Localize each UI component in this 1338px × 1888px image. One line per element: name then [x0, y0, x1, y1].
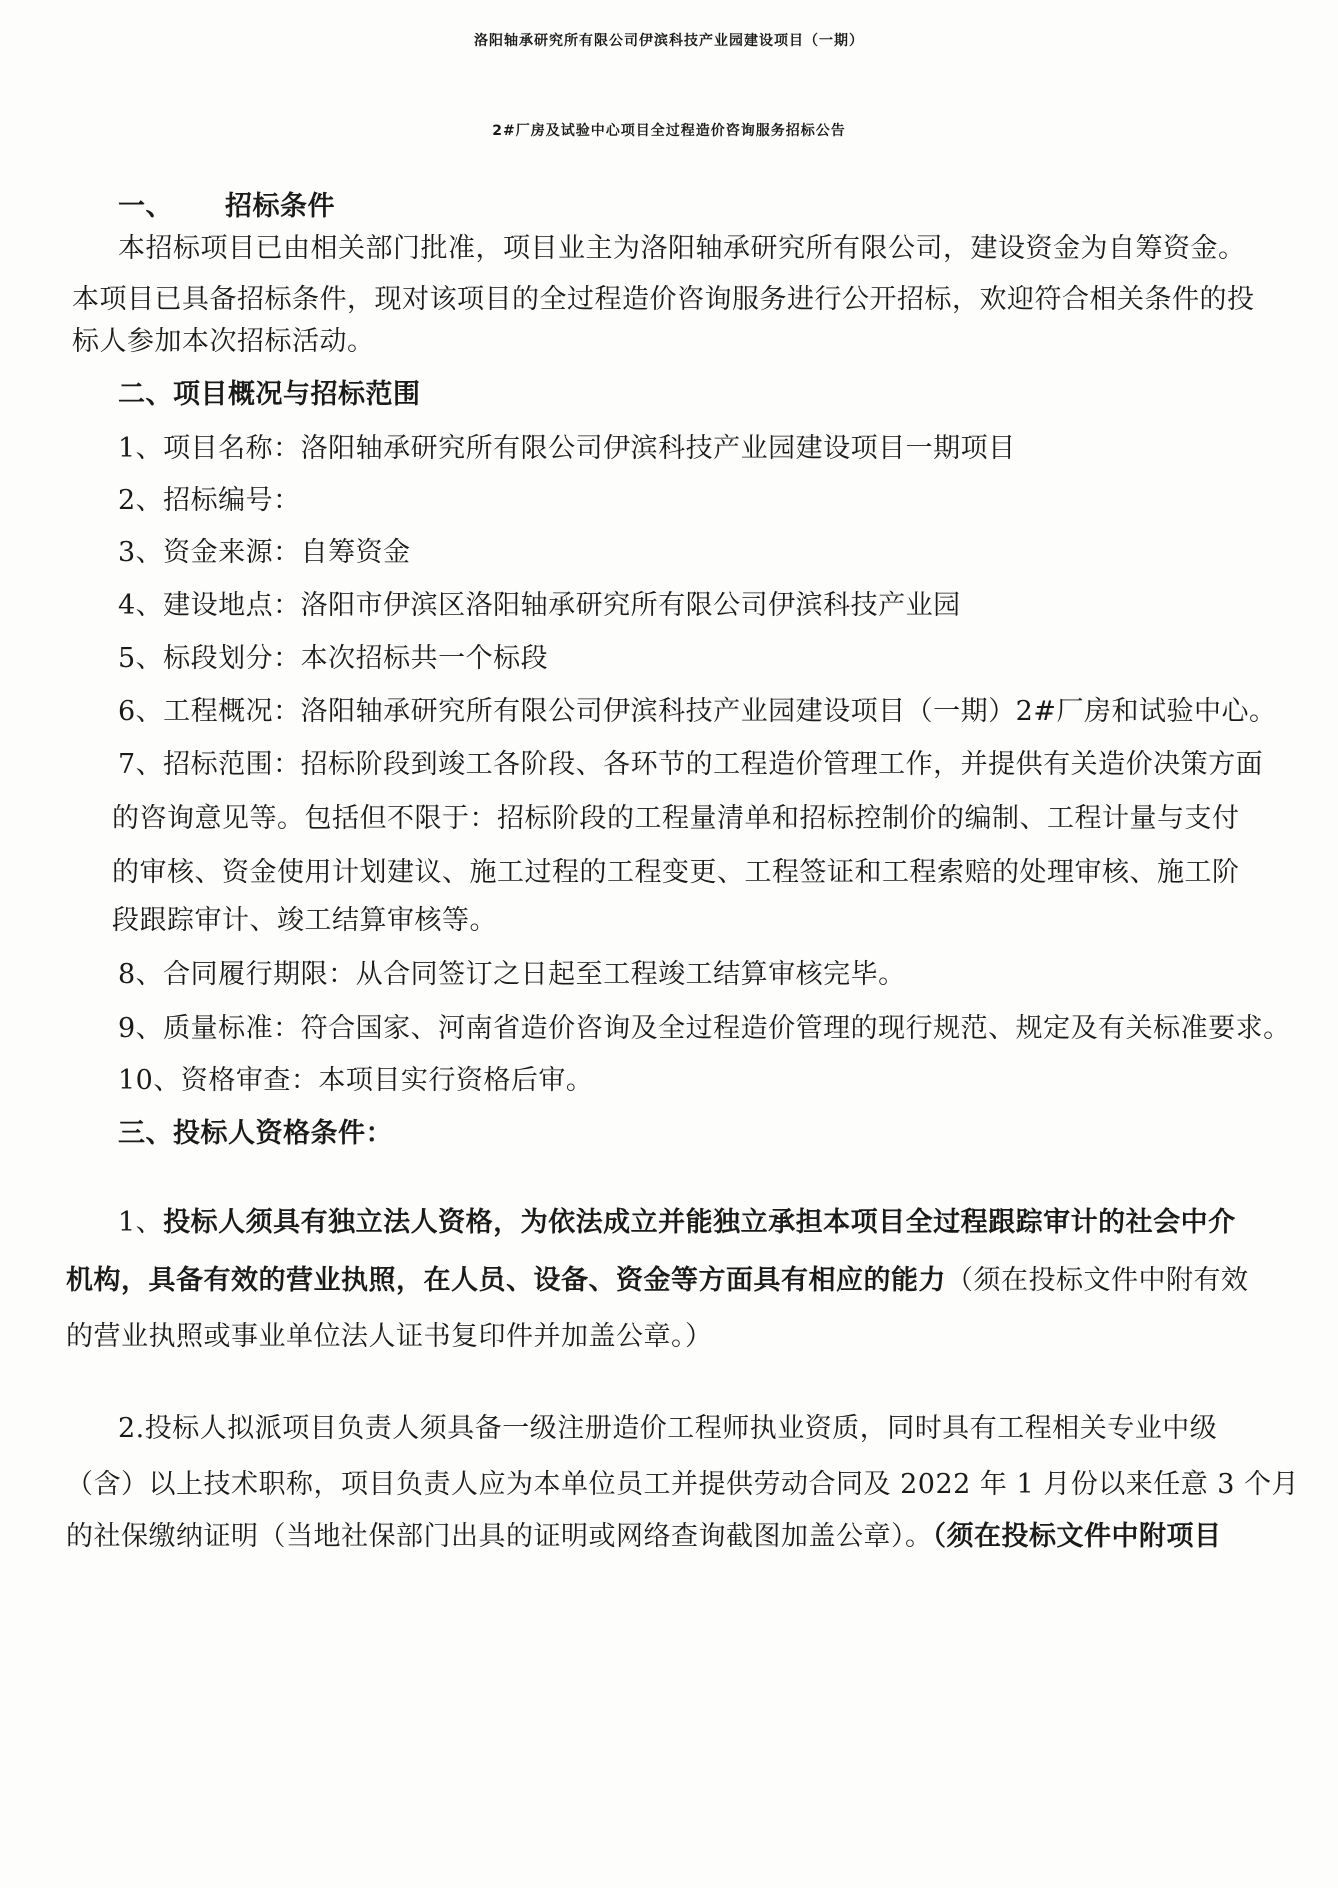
section-1-line-3: 标人参加本次招标活动。: [72, 326, 375, 357]
section-2-item-4: 4、建设地点：洛阳市伊滨区洛阳轴承研究所有限公司伊滨科技产业园: [118, 590, 961, 621]
section-2-item-8: 8、合同履行期限：从合同签订之日起至工程竣工结算审核完毕。: [118, 959, 906, 990]
section-1-number: 一、: [118, 191, 173, 222]
section-2-item-7-line-1: 7、招标范围：招标阶段到竣工各阶段、各环节的工程造价管理工作，并提供有关造价决策方面: [118, 749, 1264, 780]
section-3-item-1-bold-text-2: 机构，具备有效的营业执照，在人员、设备、资金等方面具有相应的能力: [66, 1265, 946, 1296]
section-1-title: 招标条件: [225, 191, 335, 222]
section-2-item-6: 6、工程概况：洛阳轴承研究所有限公司伊滨科技产业园建设项目（一期）2#厂房和试验中心。: [118, 696, 1277, 727]
section-3-item-1-note: （须在投标文件中附有效: [946, 1265, 1249, 1296]
section-3-item-1-line-1: [118, 1206, 1236, 1240]
section-2-item-7-line-2: 的咨询意见等。包括但不限于：招标阶段的工程量清单和招标控制价的编制、工程计量与支付: [112, 803, 1240, 834]
section-3-item-2-normal-text: 的社保缴纳证明（当地社保部门出具的证明或网络查询截图加盖公章）。: [66, 1521, 933, 1552]
section-2-item-5: 5、标段划分：本次招标共一个标段: [118, 643, 549, 674]
section-3-item-1-bold-text: 投标人须具有独立法人资格，为依法成立并能独立承担本项目全过程跟踪审计的社会中介: [163, 1207, 1236, 1238]
section-1-line-2: 本项目已具备招标条件，现对该项目的全过程造价咨询服务进行公开招标，欢迎符合相关条件的投: [72, 284, 1255, 315]
section-3-heading: 三、投标人资格条件：: [118, 1118, 393, 1149]
section-3-item-2-line-1: 2.投标人拟派项目负责人须具备一级注册造价工程师执业资质，同时具有工程相关专业中级: [118, 1413, 1218, 1444]
section-3-item-2-line-2: （含）以上技术职称，项目负责人应为本单位员工并提供劳动合同及 2022 年 1 月份以来任意 3 个月: [66, 1469, 1300, 1500]
title-line-1: 洛阳轴承研究所有限公司伊滨科技产业园建设项目（一期）: [474, 33, 864, 49]
section-3-item-1-line-2: [66, 1264, 1249, 1298]
section-2-item-1: 1、项目名称：洛阳轴承研究所有限公司伊滨科技产业园建设项目一期项目: [118, 433, 1016, 464]
title-line-2: 2#厂房及试验中心项目全过程造价咨询服务招标公告: [492, 123, 846, 139]
section-3-item-1-number: 1、: [118, 1207, 164, 1238]
section-2-item-3: 3、资金来源：自筹资金: [118, 537, 411, 568]
section-2-heading: 二、项目概况与招标范围: [118, 379, 421, 410]
section-1-line-1: 本招标项目已由相关部门批准，项目业主为洛阳轴承研究所有限公司，建设资金为自筹资金。: [118, 233, 1246, 264]
section-1-heading: [118, 190, 335, 224]
section-2-item-7-line-4: 段跟踪审计、竣工结算审核等。: [112, 905, 497, 936]
section-2-item-2: 2、招标编号：: [118, 485, 301, 516]
section-3-item-2-bold-text: （须在投标文件中附项目: [932, 1521, 1222, 1552]
section-3-item-2-line-3: [66, 1520, 1222, 1554]
section-2-item-7-line-3: 的审核、资金使用计划建议、施工过程的工程变更、工程签证和工程索赔的处理审核、施工阶: [112, 857, 1240, 888]
section-2-item-10: 10、资格审查：本项目实行资格后审。: [118, 1065, 594, 1096]
section-2-item-9: 9、质量标准：符合国家、河南省造价咨询及全过程造价管理的现行规范、规定及有关标准要求。: [118, 1013, 1291, 1044]
section-3-item-1-line-3: 的营业执照或事业单位法人证书复印件并加盖公章。）: [66, 1321, 713, 1352]
